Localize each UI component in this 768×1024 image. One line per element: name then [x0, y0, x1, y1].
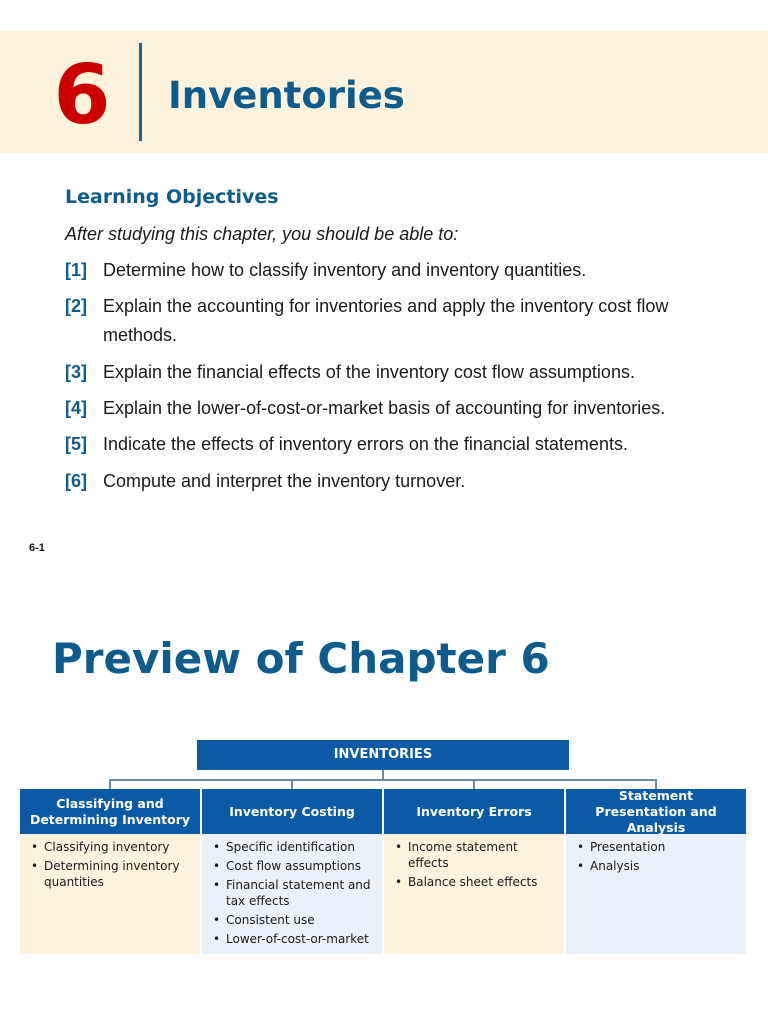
chart-root-box: INVENTORIES [197, 740, 569, 770]
chart-column-body [202, 834, 382, 954]
objective-item-5 [65, 430, 725, 459]
chart-list-item: • Classifying inventory [30, 839, 194, 855]
chapter-number: 6 [53, 48, 111, 143]
chart-list-item: • Consistent use [212, 912, 376, 928]
page-number: 6-1 [29, 542, 45, 554]
objective-item-2 [65, 292, 725, 350]
learning-objectives-heading: Learning Objectives [65, 186, 279, 208]
chart-column-heading: Classifying and Determining Inventory [20, 789, 200, 834]
header-divider [139, 43, 142, 141]
chart-list-item: • Analysis [576, 858, 740, 874]
objective-text: Compute and interpret the inventory turnover. [103, 471, 466, 491]
objective-text: Explain the lower-of-cost-or-market basis of accounting for inventories. [103, 398, 666, 418]
chart-list-item: • Income statement effects [394, 839, 558, 871]
chart-column-heading: Inventory Costing [202, 789, 382, 834]
chart-connector [109, 779, 657, 781]
preview-title: Preview of Chapter 6 [52, 634, 550, 683]
chart-list-item: • Presentation [576, 839, 740, 855]
objective-text: Explain the financial effects of the inventory cost flow assumptions. [103, 362, 635, 382]
objective-item-4 [65, 394, 725, 423]
chart-column-body [566, 834, 746, 954]
chart-list-item: • Specific identification [212, 839, 376, 855]
objective-number: [4] [65, 398, 87, 418]
chapter-title: Inventories [168, 74, 405, 117]
chart-column-body [384, 834, 564, 954]
learning-objectives-intro: After studying this chapter, you should be able to: [65, 224, 459, 244]
objective-text: Explain the accounting for inventories and apply the inventory cost flow methods. [103, 296, 669, 345]
chart-list-item: • Cost flow assumptions [212, 858, 376, 874]
objective-item-3 [65, 358, 725, 387]
objective-number: [2] [65, 296, 87, 316]
objective-text: Determine how to classify inventory and inventory quantities. [103, 260, 587, 280]
chart-list-item: • Lower-of-cost-or-market [212, 931, 376, 947]
chart-column-body [20, 834, 200, 954]
objective-number: [5] [65, 434, 87, 454]
chart-list-item: • Determining inventory quantities [30, 858, 194, 890]
chart-column-heading: Inventory Errors [384, 789, 564, 834]
objective-text: Indicate the effects of inventory errors on the financial statements. [103, 434, 628, 454]
chart-list-item: • Balance sheet effects [394, 874, 558, 890]
objective-item-6 [65, 467, 725, 496]
objective-number: [3] [65, 362, 87, 382]
chart-list-item: • Financial statement and tax effects [212, 877, 376, 909]
objective-number: [1] [65, 260, 87, 280]
objective-item-1 [65, 256, 725, 285]
objective-number: [6] [65, 471, 87, 491]
chart-column-heading: Statement Presentation and Analysis [566, 789, 746, 834]
